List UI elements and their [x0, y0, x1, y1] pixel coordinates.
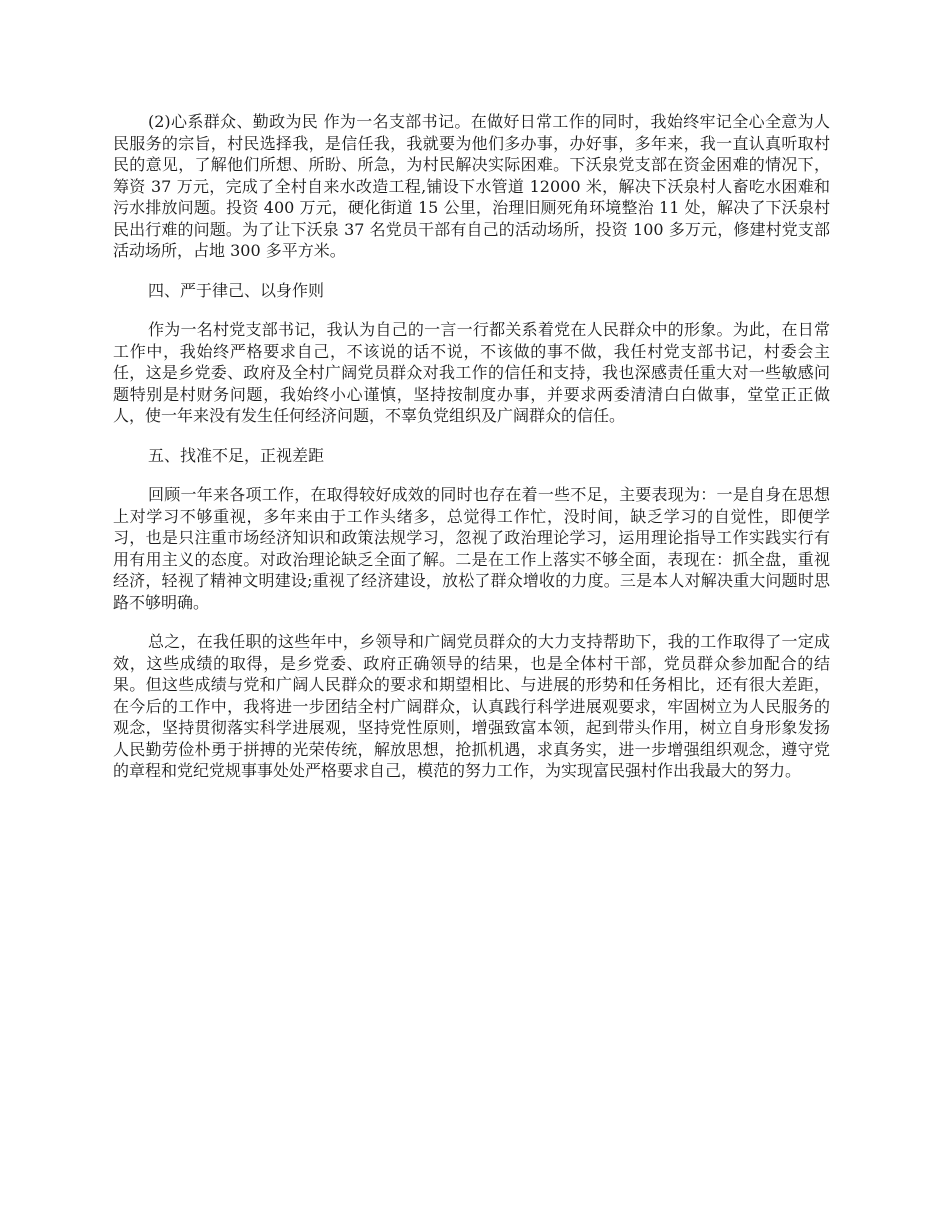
document-body: [113, 111, 830, 800]
paragraph-conclusion: 总之，在我任职的这些年中，乡领导和广阔党员群众的大力支持帮助下，我的工作取得了一定成效，这些成绩的取得，是乡党委、政府正确领导的结果，也是全体村干部，党员群众参加配合的结果。但这些成绩与党和广阔人民群众的要求和期望相比、与进展的形势和任务相比，还有很大差距，在今后的工作中，我将进一步团结全村广阔群众，认真践行科学进展观要求，牢固树立为人民服务的观念，坚持贯彻落实科学进展观，坚持党性原则，增强致富本领，起到带头作用，树立自身形象发扬人民勤劳俭朴勇于拼搏的光荣传统，解放思想，抢抓机遇，求真务实，进一步增强组织观念，遵守党的章程和党纪党规事事处处严格要求自己，模范的努力工作，为实现富民强村作出我最大的努力。: [113, 632, 830, 780]
paragraph-self-discipline: 作为一名村党支部书记，我认为自己的一言一行都关系着党在人民群众中的形象。为此，在日常工作中，我始终严格要求自己，不该说的话不说，不该做的事不做，我任村党支部书记，村委会主任，这是乡党委、政府及全村广阔党员群众对我工作的信任和支持，我也深感责任重大对一些敏感问题特别是村财务问题，我始终小心谨慎，坚持按制度办事，并要求两委清清白白做事，堂堂正正做人，使一年来没有发生任何经济问题，不辜负党组织及广阔群众的信任。: [113, 320, 830, 425]
paragraph-shortcomings: 回顾一年来各项工作，在取得较好成效的同时也存在着一些不足，主要表现为：一是自身在思想上对学习不够重视，多年来由于工作头绪多，总觉得工作忙，没时间，缺乏学习的自觉性，即便学习，也是只注重市场经济知识和政策法规学习，忽视了政治理论学习，运用理论指导工作实践实行有用有用主义的态度。对政治理论缺乏全面了解。二是在工作上落实不够全面，表现在：抓全盘，重视经济，轻视了精神文明建设;重视了经济建设，放松了群众增收的力度。三是本人对解决重大问题时思路不够明确。: [113, 485, 830, 612]
section-heading-shortcomings: 五、找准不足，正视差距: [148, 445, 325, 465]
paragraph-service-to-villagers: (2)心系群众、勤政为民 作为一名支部书记。在做好日常工作的同时，我始终牢记全心全意为人民服务的宗旨，村民选择我，是信任我，我就要为他们多办事，办好事，多年来，我一直认真听取村民的意见，了解他们所想、所盼、所急，为村民解决实际困难。下沃泉党支部在资金困难的情况下，筹资 37 万元，完成了全村自来水改造工程,铺设下水管道 12000 米，解决下沃泉村人畜吃水困难和污水排放问题。投资 400 万元，硬化街道 15 公里，治理旧厕死角环境整治 11 处，解决了下沃泉村民出行难的问题。为了让下沃泉 37 名党员干部有自己的活动场所，投资 100 多万元，修建村党支部活动场所，占地 300 多平方米。: [113, 112, 830, 260]
section-heading-self-discipline: 四、严于律己、以身作则: [148, 280, 325, 300]
